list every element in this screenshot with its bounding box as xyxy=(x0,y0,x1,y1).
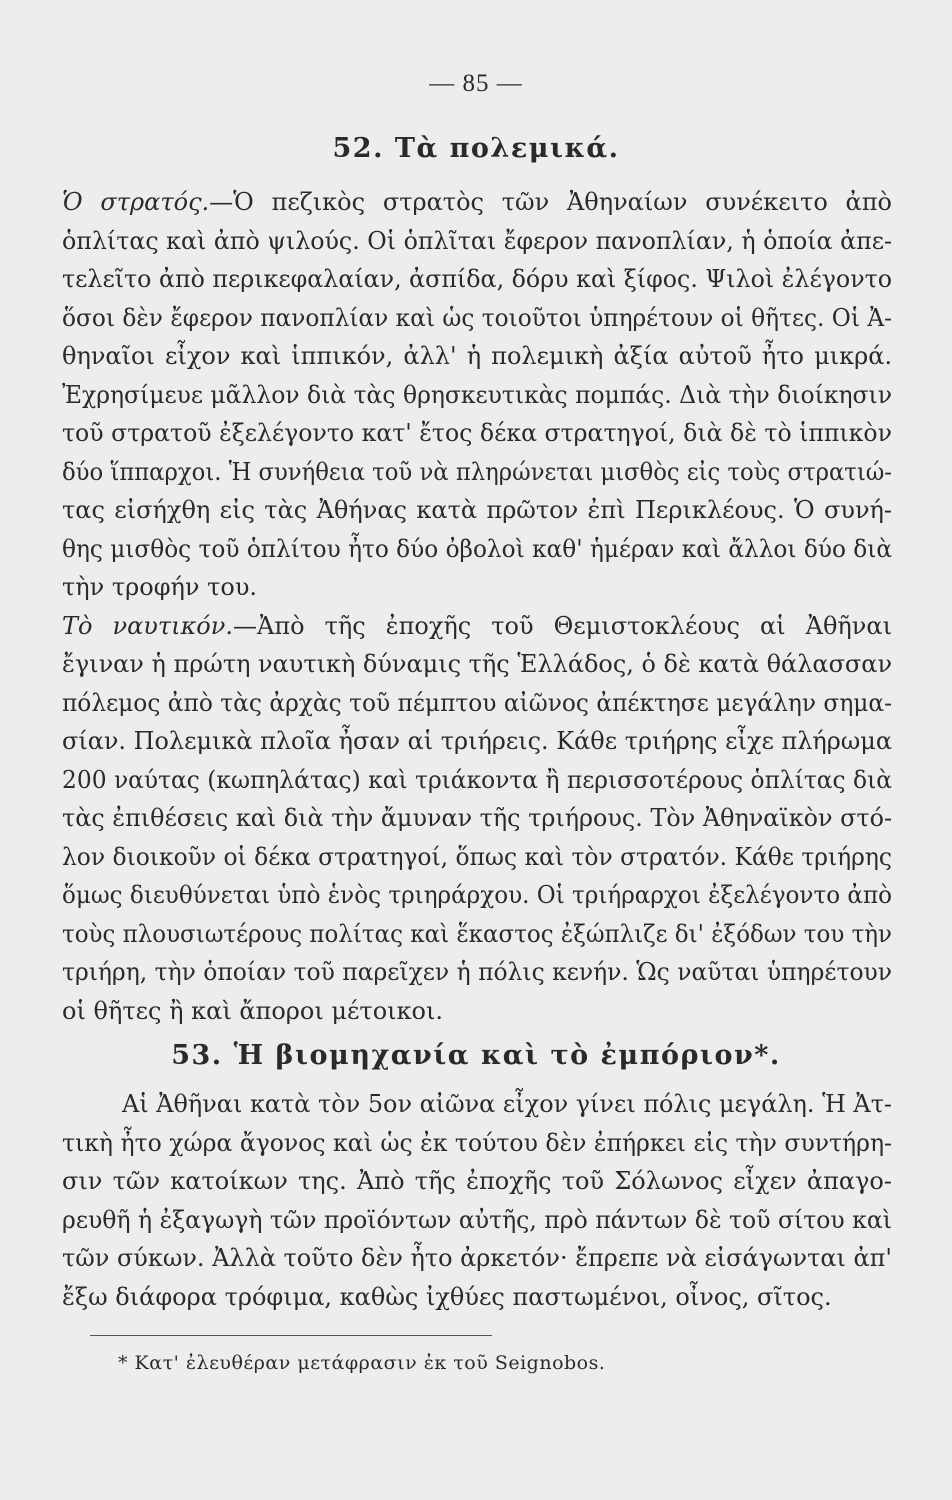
line-text: ἔξω διάφορα τρόφιμα, καθὼς ἰχθύες παστωμένοι, οἶνος, σῖτος. xyxy=(62,1282,832,1311)
line-text: —Ἀπὸ τῆς ἐποχῆς τοῦ Θεμιστοκλέους αἱ Ἀθῆναι xyxy=(232,611,892,640)
line-text: οἱ θῆτες ἢ καὶ ἄποροι μέτοικοι. xyxy=(62,996,444,1025)
line-text: τικὴ ἦτο χώρα ἄγονος καὶ ὡς ἐκ τούτου δὲν ἐπήρκει εἰς τὴν συντήρη- xyxy=(62,1128,892,1157)
footnote-rule xyxy=(90,1335,492,1336)
line-text: τὴν τροφήν του. xyxy=(62,573,258,601)
line-text: θηναῖοι εἶχον καὶ ἱππικόν, ἀλλ' ἡ πολεμικὴ ἀξία αὐτοῦ ἦτο μικρά. xyxy=(62,342,892,370)
text-line xyxy=(62,414,892,453)
paragraph-lead: Τὸ ναυτικόν. xyxy=(62,611,233,640)
line-text: τὰς ἐπιθέσεις καὶ διὰ τὴν ἄμυναν τῆς τριήρους. Τὸν Ἀθηναϊκὸν στό- xyxy=(62,804,892,832)
line-text: τας εἰσήχθη εἰς τὰς Ἀθήνας κατὰ πρῶτον ἐπὶ Περικλέους. Ὁ συνή- xyxy=(62,496,892,524)
line-text: —Ὁ πεζικὸς στρατὸς τῶν Ἀθηναίων συνέκειτο ἀπὸ xyxy=(209,188,892,216)
line-text: θης μισθὸς τοῦ ὁπλίτου ἦτο δύο ὀβολοὶ καθ' ἡμέραν καὶ ἄλλοι δύο διὰ xyxy=(62,534,892,563)
line-text: πόλεμος ἀπὸ τὰς ἀρχὰς τοῦ πέμπτου αἰῶνος ἀπέκτησε μεγάλην σημα- xyxy=(62,688,892,717)
text-line xyxy=(62,876,892,915)
text-line xyxy=(62,530,892,569)
line-text: Ἐχρησίμευε μᾶλλον διὰ τὰς θρησκευτικὰς πομπάς. Διὰ τὴν διοίκησιν xyxy=(62,380,892,409)
text-line xyxy=(62,1124,892,1163)
text-line xyxy=(62,453,892,492)
text-line xyxy=(62,260,892,299)
text-line xyxy=(62,337,892,376)
text-line xyxy=(62,183,892,222)
section-53-heading: 53. Ἡ βιομηχανία καὶ τὸ ἐμπόριον*. xyxy=(171,1040,781,1071)
section-53-body xyxy=(62,1085,892,1316)
text-line xyxy=(62,607,892,646)
text-line xyxy=(62,761,892,800)
line-text: Αἱ Ἀθῆναι κατὰ τὸν 5ον αἰῶνα εἶχον γίνει πόλις μεγάλη. Ἡ Ἀτ- xyxy=(122,1090,892,1118)
text-line xyxy=(62,1239,892,1278)
text-line xyxy=(62,376,892,415)
text-line xyxy=(62,222,892,261)
footnote: * Κατ' ἐλευθέραν μετάφρασιν ἐκ τοῦ Seignobos. xyxy=(118,1352,606,1374)
line-text: 200 ναύτας (κωπηλάτας) καὶ τριάκοντα ἢ περισσοτέρους ὁπλίτας διὰ xyxy=(62,765,892,794)
text-line xyxy=(62,1201,892,1240)
line-text: ὁπλίτας καὶ ἀπὸ ψιλούς. Οἱ ὁπλῖται ἔφερον πανοπλίαν, ἡ ὁποία ἀπε- xyxy=(62,226,892,255)
line-text: τοῦ στρατοῦ ἐξελέγοντο κατ' ἔτος δέκα στρατηγοί, διὰ δὲ τὸ ἱππικὸν xyxy=(62,419,892,447)
line-text: ὅσοι δὲν ἔφερον πανοπλίαν καὶ ὡς τοιοῦτοι ὑπηρέτουν οἱ θῆτες. Οἱ Ἀ- xyxy=(62,303,892,332)
line-text: τελεῖτο ἀπὸ περικεφαλαίαν, ἀσπίδα, δόρυ καὶ ξίφος. Ψιλοὶ ἐλέγοντο xyxy=(62,265,892,293)
line-text: σιν τῶν κατοίκων της. Ἀπὸ τῆς ἐποχῆς τοῦ Σόλωνος εἶχεν ἀπαγο- xyxy=(62,1167,892,1195)
text-line xyxy=(62,1278,892,1317)
text-line xyxy=(62,838,892,877)
section-52-body xyxy=(62,183,892,1030)
text-line xyxy=(62,1085,892,1124)
line-text: τοὺς πλουσιωτέρους πολίτας καὶ ἕκαστος ἐξώπλιζε δι' ἐξόδων του τὴν xyxy=(62,919,892,948)
text-line xyxy=(62,722,892,761)
line-text: τριήρη, τὴν ὁποίαν τοῦ παρεῖχεν ἡ πόλις κενήν. Ὡς ναῦται ὑπηρέτουν xyxy=(62,958,892,986)
text-line xyxy=(62,915,892,954)
text-line xyxy=(62,992,892,1031)
text-line xyxy=(62,684,892,723)
line-text: λον διοικοῦν οἱ δέκα στρατηγοί, ὅπως καὶ τὸν στρατόν. Κάθε τριήρης xyxy=(62,842,892,871)
page-number: — 85 — xyxy=(429,70,523,97)
text-line xyxy=(62,299,892,338)
line-text: ρευθῆ ἡ ἐξαγωγὴ τῶν προϊόντων αὐτῆς, πρὸ πάντων δὲ τοῦ σίτου καὶ xyxy=(62,1205,892,1234)
line-text: τῶν σύκων. Ἀλλὰ τοῦτο δὲν ἦτο ἀρκετόν· ἔπρεπε νὰ εἰσάγωνται ἀπ' xyxy=(62,1244,892,1272)
text-line xyxy=(62,491,892,530)
paragraph-lead: Ὁ στρατός. xyxy=(62,188,210,216)
line-text: δύο ἵππαρχοι. Ἡ συνήθεια τοῦ νὰ πληρώνεται μισθὸς εἰς τοὺς στρατιώ- xyxy=(62,457,892,486)
line-text: σίαν. Πολεμικὰ πλοῖα ἦσαν αἱ τριήρεις. Κάθε τριήρης εἶχε πλήρωμα xyxy=(62,727,892,755)
section-52-heading: 52. Τὰ πολεμικά. xyxy=(332,133,620,164)
text-line xyxy=(62,799,892,838)
text-line xyxy=(62,645,892,684)
line-text: ὅμως διευθύνεται ὑπὸ ἑνὸς τριηράρχου. Οἱ τριήραρχοι ἐξελέγοντο ἀπὸ xyxy=(62,881,892,909)
text-line xyxy=(62,568,892,607)
text-line xyxy=(62,1162,892,1201)
line-text: ἔγιναν ἡ πρώτη ναυτικὴ δύναμις τῆς Ἑλλάδος, ὁ δὲ κατὰ θάλασσαν xyxy=(62,650,892,678)
text-line xyxy=(62,953,892,992)
